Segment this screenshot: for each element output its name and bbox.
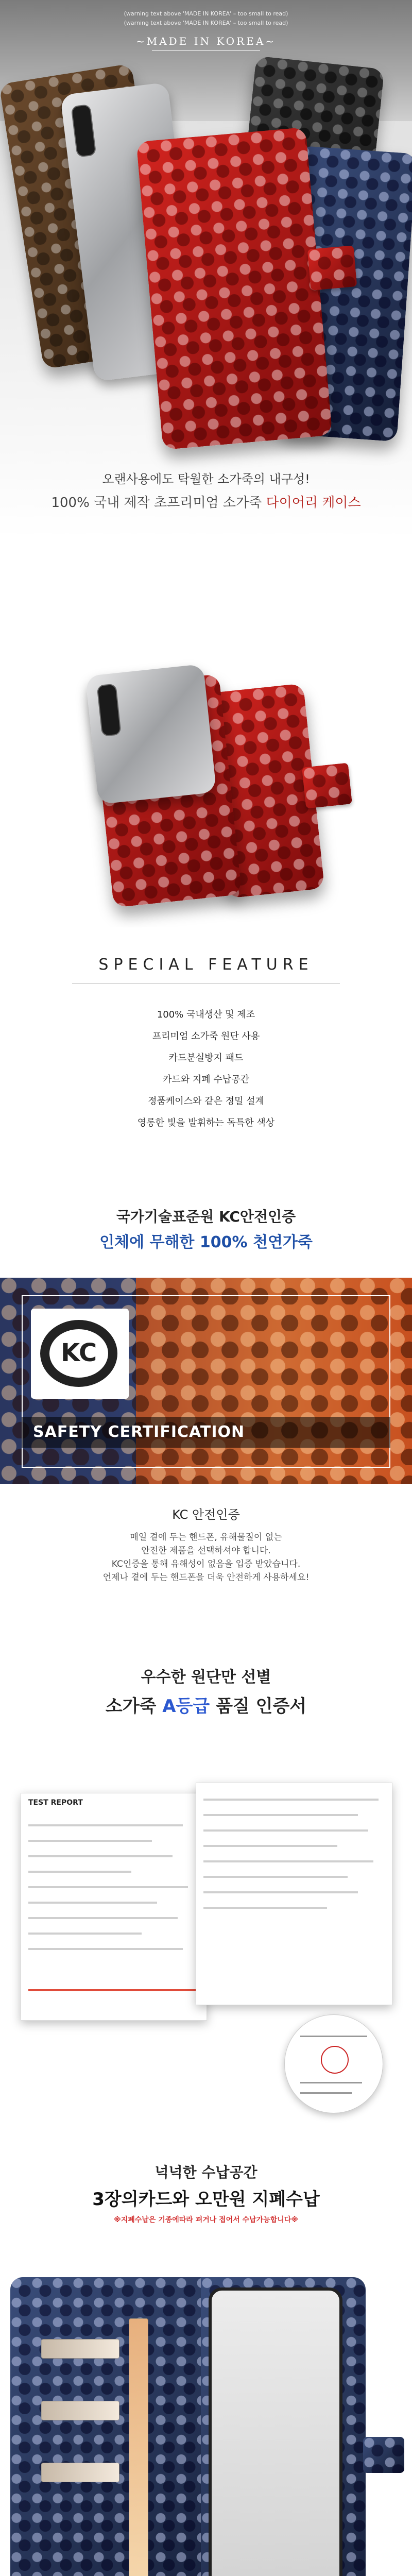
report-line bbox=[203, 1845, 337, 1847]
report-line bbox=[203, 1829, 368, 1832]
hero-warning bbox=[0, 0, 412, 28]
report-line bbox=[203, 1860, 373, 1862]
feature-item: 프리미엄 소가죽 원단 사용 bbox=[152, 1031, 260, 1042]
report-line bbox=[28, 1871, 131, 1873]
feature-list bbox=[0, 1004, 412, 1134]
wallet-inner-left bbox=[10, 2277, 201, 2576]
report-line bbox=[203, 1891, 358, 1893]
stamp-seal bbox=[321, 2046, 349, 2074]
hero-product-photo bbox=[0, 41, 412, 464]
report-line bbox=[28, 1989, 198, 1991]
slots-heading-line2: 3장의카드와 오만원 지폐수납 bbox=[92, 2189, 320, 2210]
wallet-strap bbox=[363, 2437, 404, 2473]
feature-item: 카드분실방지 패드 bbox=[168, 1053, 244, 1063]
report-grade-accent: A등급 bbox=[162, 1696, 210, 1717]
hero-caption bbox=[0, 469, 412, 511]
report-line bbox=[28, 1824, 183, 1826]
feature-divider bbox=[72, 983, 340, 984]
report-line bbox=[203, 1799, 379, 1801]
report-line bbox=[28, 1933, 142, 1935]
red-case-strap bbox=[302, 763, 352, 809]
report-line bbox=[28, 1902, 157, 1904]
report-line bbox=[28, 1855, 173, 1857]
report-line bbox=[203, 1876, 348, 1878]
warning-line: (warning text above 'MADE IN KOREA' – too small to read) bbox=[124, 10, 288, 17]
card-slot bbox=[41, 2401, 119, 2420]
report-line bbox=[28, 1840, 152, 1842]
quality-report-section bbox=[0, 1628, 412, 2123]
stamp-line bbox=[300, 2036, 367, 2037]
report-heading-prefix: 소가죽 bbox=[105, 1696, 163, 1717]
phone-in-case bbox=[209, 2287, 342, 2576]
kc-certification-image bbox=[0, 1278, 412, 1484]
feature-item: 카드와 지폐 수납공간 bbox=[163, 1074, 249, 1085]
kc-heading-section bbox=[0, 1170, 412, 1278]
camera-icon bbox=[97, 684, 122, 737]
kc-heading-line2: 인체에 무해한 100% 천연가죽 bbox=[99, 1233, 313, 1251]
report-heading-line2 bbox=[0, 1692, 412, 1717]
made-in-korea-label: ~MADE IN KOREA~ bbox=[135, 35, 277, 47]
feature-item: 100% 국내생산 및 제조 bbox=[157, 1009, 255, 1020]
kc-logo-text: KC bbox=[61, 1338, 97, 1367]
kc-description-line: 매일 곁에 두는 핸드폰, 유해물질이 없는 bbox=[130, 1532, 282, 1543]
slots-note: ※지폐수납은 기종에따라 펴거나 접어서 수납가능합니다※ bbox=[114, 2216, 298, 2224]
card-slot-section bbox=[0, 2123, 412, 2576]
stamp-line bbox=[300, 2092, 352, 2094]
phone-camera-module bbox=[85, 664, 217, 805]
hero-caption-line1: 오랜사용에도 탁월한 소가죽의 내구성! bbox=[102, 472, 310, 486]
slots-heading-line1: 넉넉한 수납공간 bbox=[154, 2164, 258, 2181]
test-report-document bbox=[21, 1793, 207, 2021]
report-heading-suffix: 품질 인증서 bbox=[210, 1696, 307, 1717]
red-croc-case bbox=[136, 127, 332, 450]
report-line bbox=[203, 1907, 327, 1909]
safety-certification-label: SAFETY CERTIFICATION bbox=[33, 1423, 245, 1441]
test-report-title: TEST REPORT bbox=[28, 1799, 83, 1807]
hero-section bbox=[0, 0, 412, 538]
card-slot bbox=[41, 2463, 119, 2482]
special-feature-section bbox=[0, 927, 412, 1170]
bill-pocket bbox=[129, 2318, 148, 2576]
kc-logo bbox=[31, 1309, 129, 1399]
camera-icon bbox=[71, 104, 96, 158]
approval-stamp-zoom bbox=[284, 2014, 383, 2113]
kc-description-text bbox=[0, 1531, 412, 1584]
feature-item: 정품케이스와 같은 정밀 설계 bbox=[148, 1096, 264, 1107]
feature-title: SPECIAL FEATURE bbox=[98, 956, 314, 974]
hero-caption-prefix: 100% 국내 제작 초프리미엄 소가죽 bbox=[51, 495, 266, 511]
report-line bbox=[28, 1917, 178, 1919]
report-line bbox=[28, 1948, 183, 1950]
card-slot bbox=[41, 2339, 119, 2359]
report-line bbox=[203, 1814, 358, 1816]
kc-description-line: KC인증을 통해 유해성이 없음을 입증 받았습니다. bbox=[111, 1559, 301, 1569]
single-case-section bbox=[0, 538, 412, 927]
feature-item: 영롱한 빛을 발휘하는 독특한 색상 bbox=[137, 1117, 275, 1128]
test-report-document-2 bbox=[196, 1783, 392, 2005]
kc-description-title: KC 안전인증 bbox=[172, 1507, 240, 1522]
kc-description-line: 안전한 제품을 선택하셔야 합니다. bbox=[141, 1546, 271, 1556]
kc-description-line: 언제나 곁에 두는 핸드폰을 더욱 안전하게 사용하세요! bbox=[102, 1572, 310, 1583]
hero-caption-accent: 다이어리 케이스 bbox=[266, 495, 361, 511]
report-line bbox=[28, 1886, 188, 1888]
report-heading-line1: 우수한 원단만 선별 bbox=[141, 1668, 271, 1686]
hero-caption-line2 bbox=[0, 492, 412, 511]
safety-certification-banner bbox=[22, 1417, 390, 1448]
kc-description-section bbox=[0, 1484, 412, 1628]
stamp-line bbox=[300, 2082, 362, 2083]
kc-heading-line1: 국가기술표준원 KC안전인증 bbox=[116, 1208, 296, 1225]
warning-line: (warning text above 'MADE IN KOREA' – too small to read) bbox=[124, 20, 288, 26]
red-case-strap bbox=[307, 245, 357, 291]
